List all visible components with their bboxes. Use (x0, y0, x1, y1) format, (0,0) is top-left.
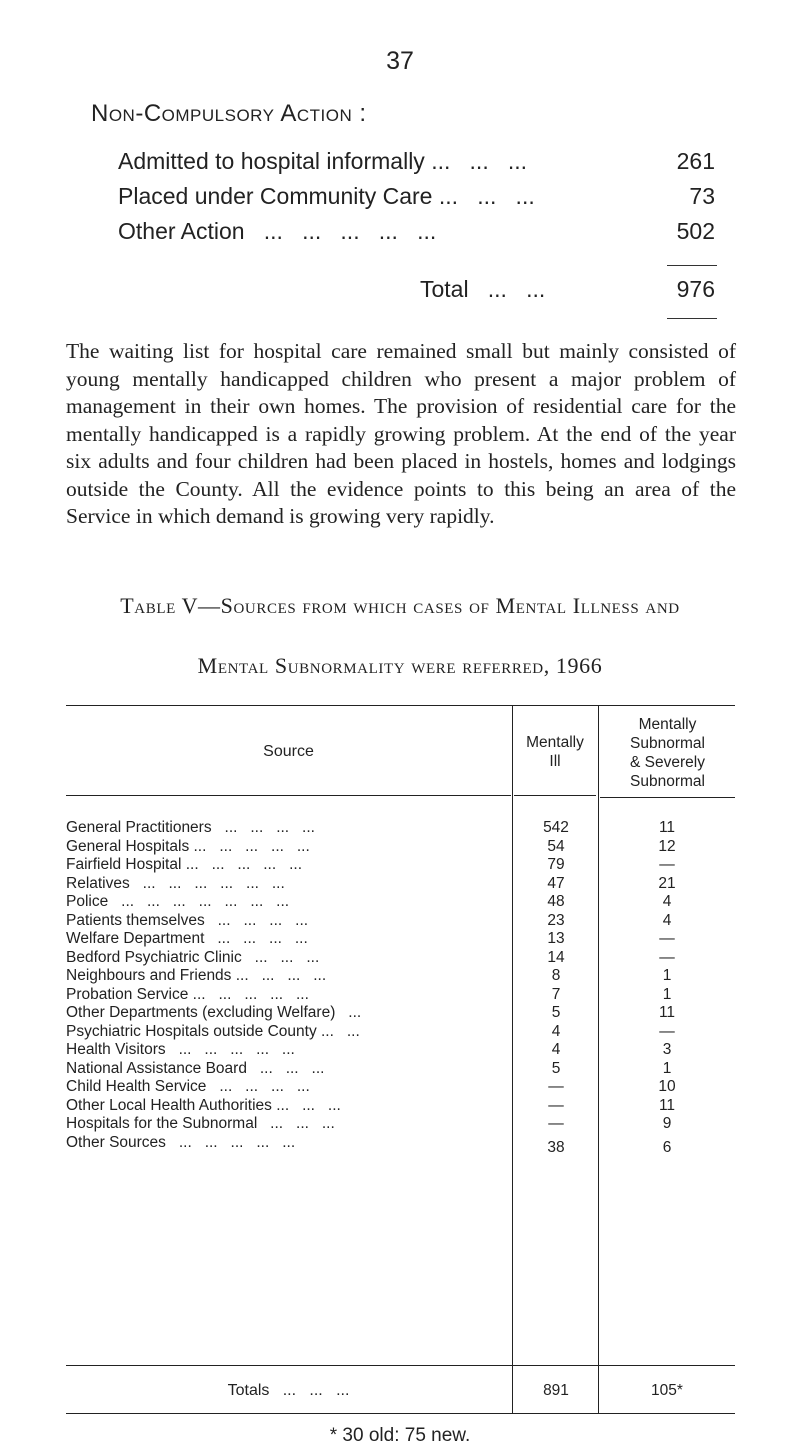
sub-cell: 9 (662, 1115, 672, 1132)
sub-cell: 1 (662, 967, 672, 984)
header-line: Mentally (638, 716, 697, 733)
source-cell: Child Health Service ... ... ... ... (66, 1078, 310, 1095)
sub-cell: 21 (658, 874, 676, 892)
total-value: 976 (676, 276, 715, 302)
source-cell: Health Visitors ... ... ... ... ... (66, 1041, 295, 1058)
ill-cell: — (548, 1096, 564, 1114)
sub-cell: 4 (662, 893, 672, 910)
action-row (118, 183, 715, 215)
source-cell: General Hospitals ... ... ... ... ... (66, 837, 310, 855)
ill-cell: 23 (547, 911, 565, 929)
action-value: 261 (676, 148, 715, 174)
ill-cell: — (548, 1115, 564, 1132)
sub-cell: 1 (662, 1059, 672, 1077)
sub-cell: 11 (658, 1004, 676, 1021)
sub-cell: 3 (662, 1041, 672, 1058)
totals-ill: 891 (543, 1382, 569, 1399)
ill-cell: 79 (547, 856, 565, 873)
ill-cell: 13 (547, 930, 565, 947)
total-rule-top (667, 265, 717, 266)
sub-cell: 4 (662, 911, 672, 929)
header-line: Ill (549, 753, 561, 770)
ill-cell: 8 (551, 967, 561, 984)
section-heading: Non-Compulsory Action : (91, 100, 367, 127)
sub-cell: 12 (658, 837, 676, 855)
header-mentally-ill (514, 733, 596, 771)
header-line: & Severely (630, 754, 705, 771)
totals-sub: 105* (651, 1382, 683, 1399)
source-cell: Relatives ... ... ... ... ... ... (66, 874, 285, 892)
header-source: Source (263, 743, 314, 760)
totals-rule-top (66, 1365, 735, 1366)
header-line: Subnormal (630, 773, 705, 790)
table-top-rule (66, 705, 735, 706)
action-label: Admitted to hospital informally ... ... ... (118, 148, 528, 174)
source-cell: Other Departments (excluding Welfare) ... (66, 1004, 362, 1021)
page-number: 37 (386, 47, 414, 75)
action-label: Placed under Community Care ... ... ... (118, 183, 535, 209)
table-bottom-rule (66, 1413, 735, 1414)
sub-cell: — (659, 1022, 675, 1040)
total-label: Total ... ... (420, 276, 546, 302)
header-rule-source (66, 795, 511, 796)
column-divider-1 (512, 705, 513, 1413)
source-cell: Welfare Department ... ... ... ... (66, 930, 308, 947)
ill-cell: 4 (551, 1022, 561, 1040)
source-cell: Probation Service ... ... ... ... ... (66, 985, 309, 1003)
source-cell: National Assistance Board ... ... ... (66, 1059, 325, 1077)
source-cell: Other Local Health Authorities ... ... ... (66, 1096, 341, 1114)
action-label: Other Action ... ... ... ... ... (118, 218, 437, 244)
ill-cell: 38 (547, 1139, 565, 1156)
action-value: 502 (676, 218, 715, 244)
ill-cell: 54 (547, 837, 565, 855)
ill-cell: 7 (551, 985, 561, 1003)
ill-cell: 47 (547, 874, 565, 892)
header-subnormal (600, 715, 735, 791)
sub-cell: — (659, 856, 675, 873)
source-cell: Patients themselves ... ... ... ... (66, 911, 309, 929)
sub-cell: 11 (658, 819, 676, 836)
total-row (420, 276, 715, 308)
table-title-line2: Mental Subnormality were referred, 1966 (197, 653, 603, 678)
column-divider-2 (598, 705, 599, 1413)
ill-cell: 542 (543, 819, 569, 836)
sub-cell: 1 (662, 985, 672, 1003)
source-cell: Other Sources ... ... ... ... ... (66, 1133, 296, 1151)
source-cell: General Practitioners ... ... ... ... (66, 819, 315, 836)
header-rule-sub (600, 797, 735, 798)
sub-cell: 10 (658, 1078, 676, 1095)
ill-cell: 14 (547, 948, 565, 966)
sub-cell: — (659, 930, 675, 947)
table-title-line1: Table V—Sources from which cases of Mental Illness and (120, 593, 680, 618)
action-value: 73 (689, 183, 715, 209)
ill-cell: 4 (551, 1041, 561, 1058)
body-paragraph: The waiting list for hospital care remained small but mainly consisted of young mentally handicapped children who present a major problem of management in their own homes. The provision of residential care for the mentally handicapped is a rapidly growing problem. At the end of the year six adults and four children had been placed in hostels, homes and lodgings outside the County. All the evidence points to this being an area of the Service in which demand is growing very rapidly. (66, 339, 736, 528)
sub-cell: 11 (658, 1096, 676, 1114)
header-rule-ill (514, 795, 596, 796)
sub-cell: 6 (662, 1139, 672, 1156)
source-cell: Psychiatric Hospitals outside County ... ... (66, 1022, 360, 1040)
source-cell: Hospitals for the Subnormal ... ... ... (66, 1115, 335, 1132)
total-rule-bottom (667, 318, 717, 319)
action-row (118, 148, 715, 180)
totals-label: Totals ... ... ... (227, 1382, 350, 1399)
ill-cell: — (548, 1078, 564, 1095)
header-line: Mentally (526, 734, 584, 751)
source-cell: Police ... ... ... ... ... ... ... (66, 893, 290, 910)
source-cell: Fairfield Hospital ... ... ... ... ... (66, 856, 303, 873)
sub-cell: — (659, 948, 675, 966)
ill-cell: 48 (547, 893, 565, 910)
ill-cell: 5 (551, 1004, 561, 1021)
footnote: * 30 old: 75 new. (329, 1425, 471, 1446)
ill-cell: 5 (551, 1059, 561, 1077)
source-cell: Bedford Psychiatric Clinic ... ... ... (66, 948, 320, 966)
header-line: Subnormal (630, 735, 705, 752)
source-cell: Neighbours and Friends ... ... ... ... (66, 967, 327, 984)
action-row (118, 218, 715, 250)
